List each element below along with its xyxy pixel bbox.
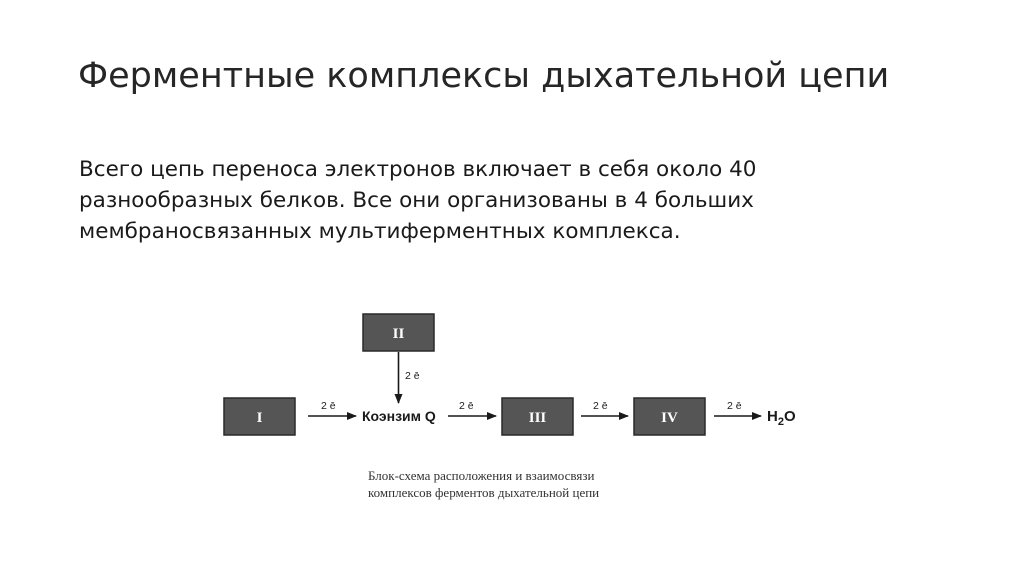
complex-2-label: II	[392, 326, 405, 342]
edge-label-q-to-3: 2 ē	[459, 400, 474, 412]
complex-3-node	[502, 398, 573, 435]
edge-label-3-to-4: 2 ē	[593, 400, 608, 412]
water-label: $H_2O$	[767, 408, 796, 428]
complex-4-label: IV	[661, 410, 678, 426]
caption-line-2: комплексов ферментов дыхательной цепи	[368, 485, 600, 500]
complex-3-label: III	[528, 410, 547, 426]
complex-1-node	[224, 398, 295, 435]
complex-1-label: I	[256, 410, 263, 426]
coenzyme-q-label: Коэнзим Q	[362, 408, 436, 424]
body-paragraph: Всего цепь переноса электронов включает в себя около 40 разнообразных белков. Все они организованы в 4 больших мембраносвязанных мультиферментных комплекса.	[79, 157, 757, 244]
slide-title: Ферментные комплексы дыхательной цепи	[78, 56, 890, 96]
edge-label-2-to-q: 2 ē	[405, 370, 420, 382]
edge-label-4-to-h2o: 2 ē	[727, 400, 742, 412]
complex-4-node	[634, 398, 705, 435]
complex-2-node	[363, 314, 434, 351]
caption-line-1: Блок-схема расположения и взаимосвязи	[368, 468, 595, 483]
edge-label-1-to-q: 2 ē	[321, 400, 336, 412]
